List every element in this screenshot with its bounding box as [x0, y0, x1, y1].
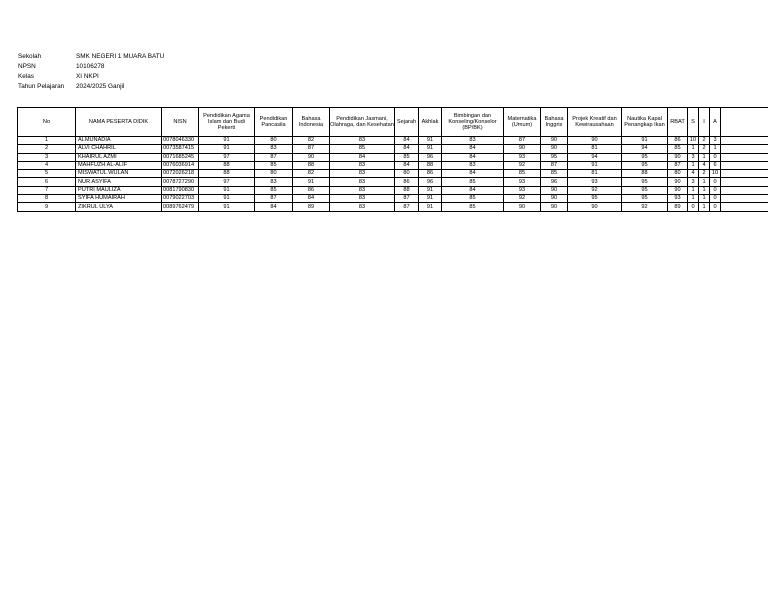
table-cell: 80	[255, 137, 293, 145]
table-cell: 95	[622, 161, 668, 169]
empty-cell	[721, 178, 768, 186]
table-cell: 85	[442, 178, 504, 186]
table-cell: 84	[395, 145, 419, 153]
table-cell: 94	[622, 145, 668, 153]
table-cell: 10	[710, 170, 721, 178]
table-cell: 6	[710, 161, 721, 169]
table-cell: 83	[330, 195, 395, 203]
table-cell: 0073587415	[162, 145, 199, 153]
table-cell: 4	[699, 161, 710, 169]
table-cell: 91	[199, 195, 255, 203]
column-header: S	[688, 108, 699, 137]
table-cell: 0	[688, 203, 699, 211]
table-cell: 86	[293, 186, 330, 194]
table-cell: 82	[293, 170, 330, 178]
table-cell: 85	[330, 145, 395, 153]
table-cell: 86	[395, 178, 419, 186]
table-cell: NUR ASYIFA	[76, 178, 162, 186]
info-value: 2024/2025 Ganjil	[76, 83, 125, 90]
table-cell: 5	[18, 170, 76, 178]
table-cell: 83	[255, 145, 293, 153]
table-cell: 1	[699, 178, 710, 186]
table-cell: 85	[668, 145, 688, 153]
table-cell: 97	[199, 178, 255, 186]
info-row	[18, 72, 164, 82]
column-header: I	[699, 108, 710, 137]
table-cell: 88	[622, 170, 668, 178]
column-header: Pendidikan Jasmani, Olahraga, dan Kesehatan	[330, 108, 395, 137]
column-header: Bahasa Indonesia	[293, 108, 330, 137]
table-cell: 6	[18, 178, 76, 186]
table-cell: 1	[688, 145, 699, 153]
column-header: NISN	[162, 108, 199, 137]
table-cell: 95	[568, 195, 622, 203]
grades-table	[17, 107, 768, 212]
empty-cell	[721, 153, 768, 161]
table-cell: 81	[568, 145, 622, 153]
table-cell: 90	[293, 153, 330, 161]
table-cell: 84	[442, 145, 504, 153]
table-cell: 3	[688, 153, 699, 161]
table-cell: 90	[568, 203, 622, 211]
table-cell: 83	[330, 137, 395, 145]
info-label: Sekolah	[18, 53, 42, 60]
column-header: Bimbingan dan Konseling/Konselor (BP/BK)	[442, 108, 504, 137]
info-row	[18, 82, 164, 92]
table-cell: 88	[199, 161, 255, 169]
table-cell: 84	[330, 153, 395, 161]
table-cell: ALVI CHAHRIL	[76, 145, 162, 153]
table-cell: 88	[199, 170, 255, 178]
table-cell: 91	[199, 186, 255, 194]
table-cell: 95	[622, 186, 668, 194]
info-value: XI NKPI	[76, 73, 99, 80]
table-cell: 87	[255, 153, 293, 161]
table-row	[18, 178, 768, 186]
table-cell: 91	[199, 203, 255, 211]
table-cell: 93	[668, 195, 688, 203]
table-cell: 0071685245	[162, 153, 199, 161]
empty-cell	[721, 170, 768, 178]
table-cell: 91	[419, 137, 442, 145]
table-cell: 87	[668, 161, 688, 169]
table-cell: 90	[504, 145, 541, 153]
table-cell: ZIKRUL ULYA	[76, 203, 162, 211]
table-cell: 81	[568, 170, 622, 178]
table-cell: 83	[330, 203, 395, 211]
table-cell: 8	[18, 195, 76, 203]
table-cell: 91	[199, 145, 255, 153]
table-cell: 0078727290	[162, 178, 199, 186]
table-cell: 1	[688, 195, 699, 203]
table-cell: 87	[255, 195, 293, 203]
table-cell: 87	[504, 137, 541, 145]
table-cell: 4	[18, 161, 76, 169]
table-cell: 0072026218	[162, 170, 199, 178]
table-cell: 1	[699, 186, 710, 194]
table-cell: 90	[541, 203, 568, 211]
column-header: Pendidikan Agama Islam dan Budi Pekerti	[199, 108, 255, 137]
table-cell: 94	[568, 153, 622, 161]
table-cell: 3	[18, 153, 76, 161]
table-cell: 87	[395, 203, 419, 211]
table-cell: 2	[18, 145, 76, 153]
table-cell: 2	[699, 170, 710, 178]
empty-cell	[721, 137, 768, 145]
empty-cell	[721, 195, 768, 203]
table-cell: KHAIRUL AZMI	[76, 153, 162, 161]
table-cell: 2	[699, 145, 710, 153]
table-cell: 1	[710, 145, 721, 153]
table-cell: 95	[622, 153, 668, 161]
table-cell: 84	[442, 170, 504, 178]
table-cell: 90	[668, 186, 688, 194]
table-cell: MAHFUZH AL-ALIF	[76, 161, 162, 169]
table-cell: 93	[504, 186, 541, 194]
table-cell: MISWATUL WULAN	[76, 170, 162, 178]
info-label: Tahun Pelajaran	[18, 83, 65, 90]
table-cell: 84	[395, 137, 419, 145]
table-row	[18, 195, 768, 203]
column-header: Matematika (Umum)	[504, 108, 541, 137]
table-cell: 0081790830	[162, 186, 199, 194]
table-cell: 95	[622, 195, 668, 203]
table-cell: 85	[541, 170, 568, 178]
table-cell: 91	[622, 137, 668, 145]
table-cell: 97	[199, 153, 255, 161]
table-cell: 0076036914	[162, 161, 199, 169]
table-cell: 90	[541, 145, 568, 153]
info-row	[18, 62, 164, 72]
table-cell: 1	[688, 186, 699, 194]
table-cell: 84	[293, 195, 330, 203]
table-cell: 3	[710, 137, 721, 145]
column-header: Akhlak	[419, 108, 442, 137]
table-cell: 93	[504, 178, 541, 186]
table-cell: 86	[668, 137, 688, 145]
column-header: Bahasa Inggris	[541, 108, 568, 137]
table-cell: SYIFA HUMAIRAH	[76, 195, 162, 203]
info-value: SMK NEGERI 1 MUARA BATU	[76, 53, 165, 60]
table-cell: 87	[293, 145, 330, 153]
table-cell: PUTRI MAULIZA	[76, 186, 162, 194]
column-header: A	[710, 108, 721, 137]
table-cell: 9	[18, 203, 76, 211]
table-cell: 4	[688, 170, 699, 178]
empty-cell	[721, 145, 768, 153]
table-cell: 0	[710, 178, 721, 186]
column-header: RBAT	[668, 108, 688, 137]
table-cell: 91	[419, 203, 442, 211]
table-cell: 93	[504, 153, 541, 161]
table-cell: 90	[541, 137, 568, 145]
table-cell: 96	[419, 178, 442, 186]
table-cell: 3	[688, 178, 699, 186]
table-row	[18, 153, 768, 161]
column-header: Nautika Kapal Penangkap Ikan	[622, 108, 668, 137]
school-info	[18, 52, 164, 92]
table-cell: 1	[18, 137, 76, 145]
table-cell: 87	[541, 161, 568, 169]
table-cell: 91	[419, 195, 442, 203]
empty-cell	[721, 203, 768, 211]
table-cell: 90	[668, 178, 688, 186]
table-cell: 83	[442, 161, 504, 169]
info-label: Kelas	[18, 73, 34, 80]
table-cell: 84	[442, 186, 504, 194]
table-cell: 83	[330, 161, 395, 169]
table-cell: 95	[622, 178, 668, 186]
table-cell: ALMUNADIA	[76, 137, 162, 145]
table-cell: 91	[199, 137, 255, 145]
table-cell: 2	[699, 137, 710, 145]
column-header: Sejarah	[395, 108, 419, 137]
table-cell: 0078046330	[162, 137, 199, 145]
table-cell: 86	[419, 170, 442, 178]
table-cell: 84	[255, 203, 293, 211]
table-cell: 90	[568, 137, 622, 145]
table-cell: 10	[688, 137, 699, 145]
table-cell: 90	[668, 153, 688, 161]
column-header: Pendidikan Pancasila	[255, 108, 293, 137]
info-value: 10106278	[76, 63, 105, 70]
table-cell: 0	[710, 203, 721, 211]
table-cell: 82	[293, 137, 330, 145]
table-cell: 92	[504, 161, 541, 169]
table-cell: 0	[710, 195, 721, 203]
table-cell: 1	[699, 153, 710, 161]
info-label: NPSN	[18, 63, 36, 70]
table-cell: 84	[395, 161, 419, 169]
table-cell: 89	[293, 203, 330, 211]
table-cell: 84	[442, 153, 504, 161]
info-row	[18, 52, 164, 62]
table-cell: 90	[504, 203, 541, 211]
empty-header-cell	[721, 108, 768, 137]
table-row	[18, 203, 768, 211]
table-cell: 85	[442, 203, 504, 211]
table-cell: 80	[668, 170, 688, 178]
table-cell: 83	[442, 137, 504, 145]
column-header: Projek Kreatif dan Kewirausahaan	[568, 108, 622, 137]
column-header: No	[18, 108, 76, 137]
column-header: NAMA PESERTA DIDIK	[76, 108, 162, 137]
table-cell: 92	[504, 195, 541, 203]
table-cell: 96	[541, 178, 568, 186]
table-cell: 80	[395, 170, 419, 178]
empty-cell	[721, 186, 768, 194]
table-cell: 1	[699, 195, 710, 203]
table-cell: 7	[18, 186, 76, 194]
table-cell: 85	[442, 195, 504, 203]
table-cell: 95	[541, 153, 568, 161]
table-cell: 1	[688, 161, 699, 169]
table-header-row	[18, 108, 768, 137]
table-cell: 90	[541, 186, 568, 194]
table-cell: 83	[330, 178, 395, 186]
table-cell: 91	[568, 161, 622, 169]
table-row	[18, 161, 768, 169]
table-cell: 80	[255, 170, 293, 178]
table-cell: 88	[293, 161, 330, 169]
table-cell: 83	[255, 178, 293, 186]
table-cell: 91	[419, 145, 442, 153]
table-cell: 87	[395, 195, 419, 203]
table-cell: 0	[710, 186, 721, 194]
table-cell: 96	[419, 153, 442, 161]
table-row	[18, 170, 768, 178]
table-cell: 90	[541, 195, 568, 203]
table-cell: 91	[293, 178, 330, 186]
table-cell: 91	[419, 186, 442, 194]
table-cell: 0089762479	[162, 203, 199, 211]
table-cell: 85	[255, 161, 293, 169]
table-cell: 89	[668, 203, 688, 211]
table-cell: 1	[699, 203, 710, 211]
table-cell: 83	[330, 186, 395, 194]
table-cell: 83	[330, 170, 395, 178]
table-cell: 85	[504, 170, 541, 178]
table-row	[18, 145, 768, 153]
empty-cell	[721, 161, 768, 169]
table-cell: 85	[395, 153, 419, 161]
table-cell: 0	[710, 153, 721, 161]
table-row	[18, 137, 768, 145]
table-cell: 88	[419, 161, 442, 169]
table-cell: 0079022703	[162, 195, 199, 203]
table-cell: 85	[255, 186, 293, 194]
table-cell: 88	[395, 186, 419, 194]
table-cell: 92	[622, 203, 668, 211]
table-row	[18, 186, 768, 194]
table-cell: 92	[568, 186, 622, 194]
table-cell: 93	[568, 178, 622, 186]
